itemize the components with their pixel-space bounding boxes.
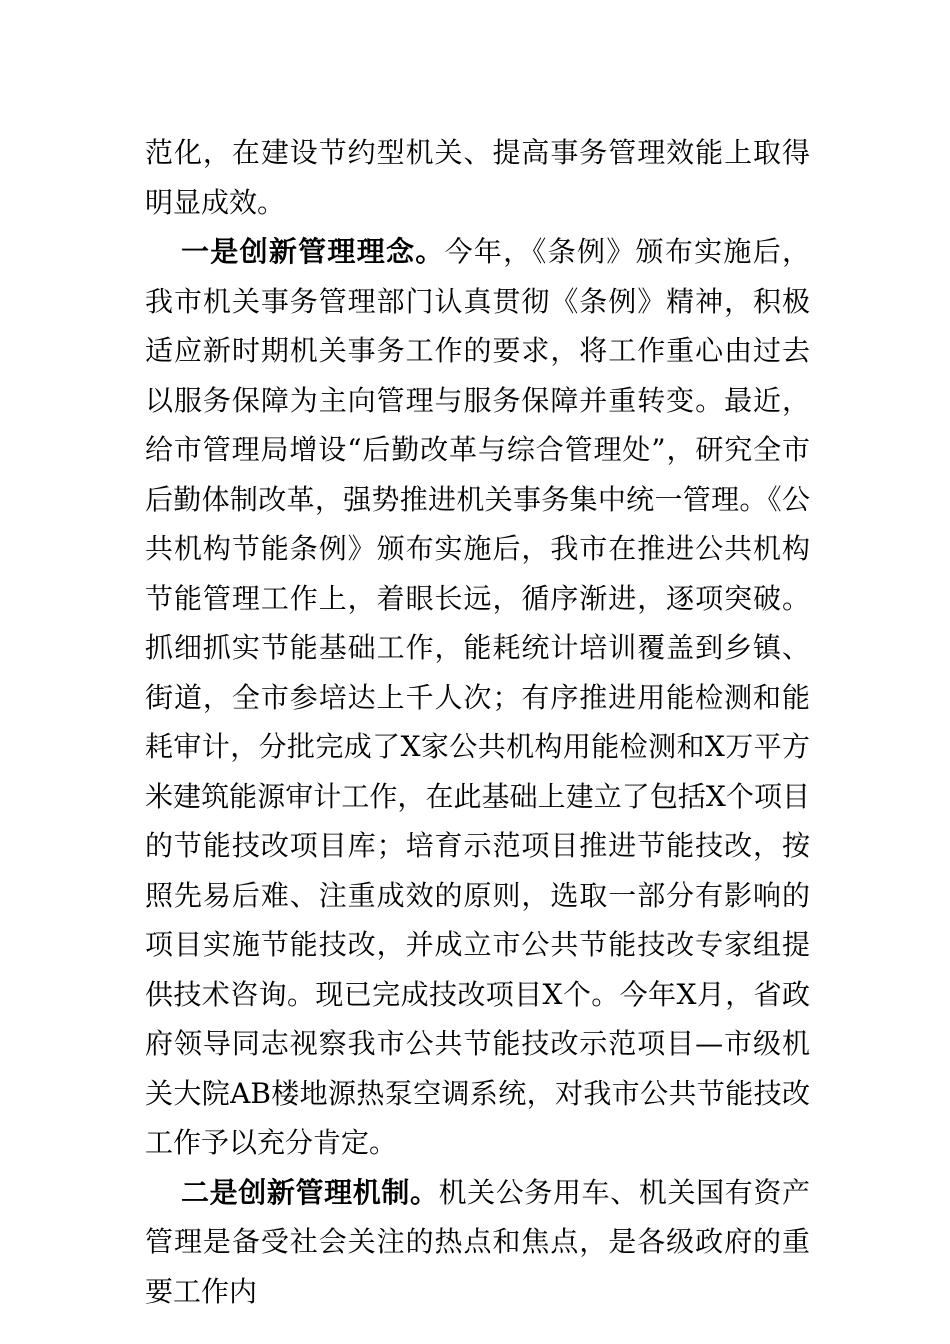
- paragraph-innovate-mechanism: [145, 1168, 810, 1317]
- paragraph-lead-heading: 一是创新管理理念。: [181, 235, 445, 268]
- paragraph-continuation: [145, 128, 810, 227]
- document-body: [145, 128, 810, 1316]
- paragraph-lead-heading: 二是创新管理机制。: [181, 1175, 439, 1209]
- paragraph-text: 机关公务用车、机关国有资产管理是备受社会关注的热点和焦点，是各级政府的重要工作内: [145, 1175, 810, 1308]
- paragraph-innovate-concept: [145, 227, 810, 1168]
- paragraph-text: 今年，《条例》颁布实施后，我市机关事务管理部门认真贯彻《条例》精神，积极适应新时期机关事务工作的要求，将工作重心由过去以服务保障为主向管理与服务保障并重转变。最近，给市管理局增设“后勤改革与综合管理处”，研究全市后勤体制改革，强势推进机关事务集中统一管理。《公共机构节能条例》颁布实施后，我市在推进公共机构节能管理工作上，着眼长远，循序渐进，逐项突破。抓细抓实节能基础工作，能耗统计培训覆盖到乡镇、街道，全市参培达上千人次；有序推进用能检测和能耗审计，分批完成了X家公共机构用能检测和X万平方米建筑能源审计工作，在此基础上建立了包括X个项目的节能技改项目库；培育示范项目推进节能技改，按照先易后难、注重成效的原则，选取一部分有影响的项目实施节能技改，并成立市公共节能技改专家组提供技术咨询。现已完成技改项目X个。今年X月，省政府领导同志视察我市公共节能技改示范项目—市级机关大院AB楼地源热泵空调系统，对我市公共节能技改工作予以充分肯定。: [145, 235, 810, 1159]
- paragraph-text: 范化，在建设节约型机关、提高事务管理效能上取得明显成效。: [145, 136, 810, 219]
